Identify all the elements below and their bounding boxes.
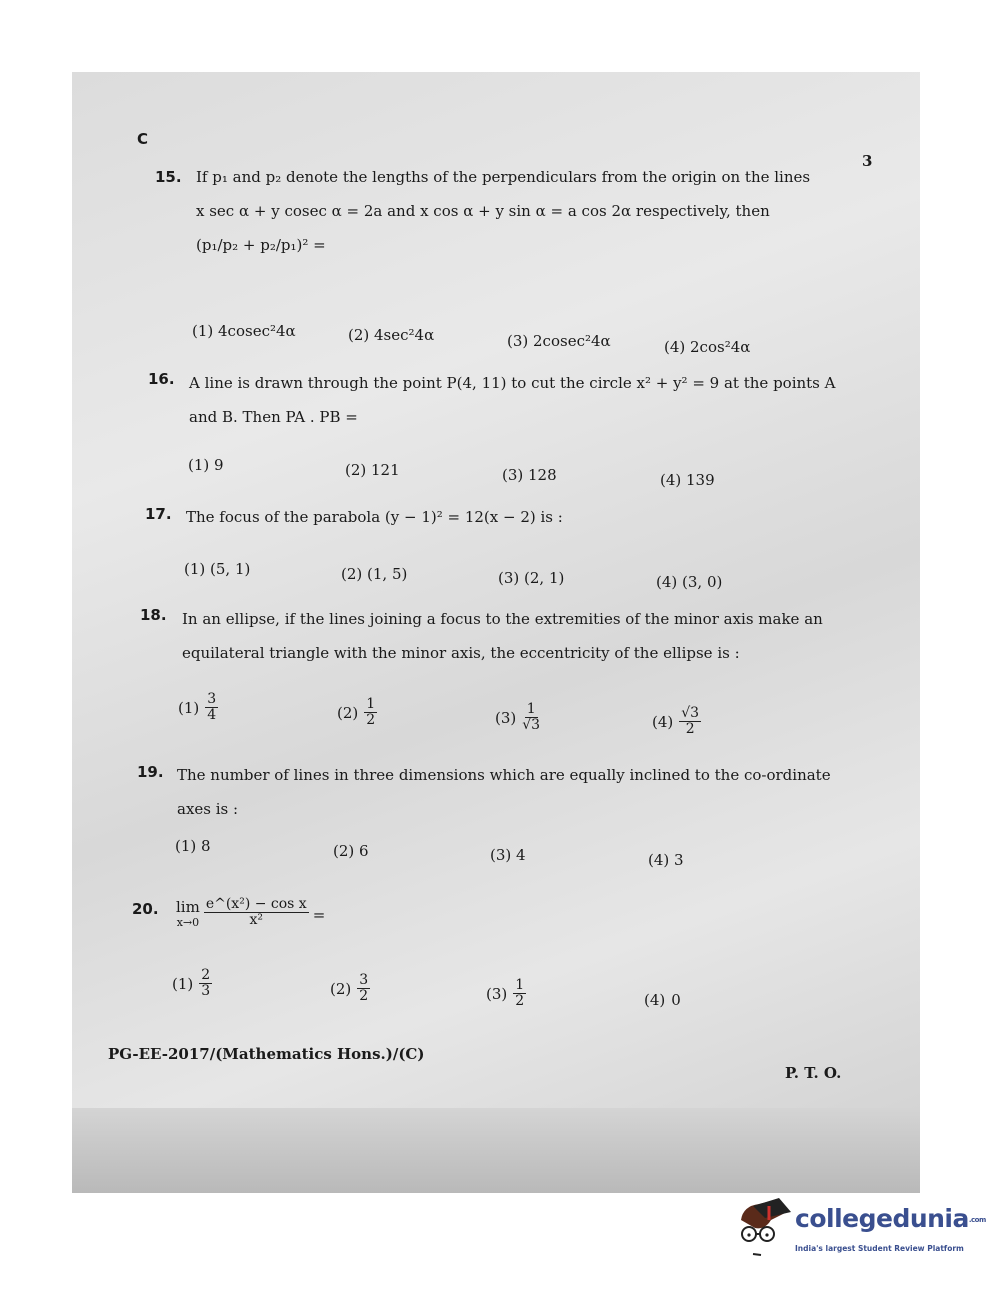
- question-number: 16.: [148, 370, 175, 388]
- option-value: 0: [671, 991, 681, 1009]
- option-1[interactable]: [178, 692, 218, 723]
- option-4[interactable]: [644, 991, 681, 1009]
- question-line: In an ellipse, if the lines joining a focus to the extremities of the minor axis make an: [182, 610, 823, 628]
- question-line: and B. Then PA . PB =: [189, 408, 358, 426]
- question-line: If p₁ and p₂ denote the lengths of the perpendiculars from the origin on the lines: [196, 168, 811, 186]
- question-line: x sec α + y cosec α = 2a and x cos α + y sin α = a cos 2α respectively, then: [196, 202, 770, 220]
- question-text: [189, 366, 859, 434]
- question-line: A line is drawn through the point P(4, 11) to cut the circle x² + y² = 9 at the points A: [189, 374, 836, 392]
- option-1[interactable]: (1) (5, 1): [184, 560, 251, 578]
- collegedunia-watermark: [735, 1198, 986, 1268]
- page-number: 3: [862, 152, 873, 170]
- option-3[interactable]: [495, 702, 540, 733]
- option-4[interactable]: [652, 706, 701, 737]
- question-text: The focus of the parabola (y − 1)² = 12(x − 2) is :: [186, 508, 563, 526]
- option-label: (1): [178, 698, 200, 717]
- denominator: 2: [515, 993, 525, 1009]
- question-line: The number of lines in three dimensions which are equally inclined to the co-ordinate: [177, 766, 831, 784]
- option-1[interactable]: (1) 8: [175, 837, 211, 855]
- fraction: [679, 706, 701, 737]
- option-1[interactable]: (1) 4cosec²4α: [192, 322, 296, 340]
- numerator: e^(x²) − cos x: [205, 895, 307, 912]
- paper-code: PG-EE-2017/(Mathematics Hons.)/(C): [108, 1045, 425, 1063]
- set-code: C: [137, 130, 149, 148]
- option-label: (4): [652, 712, 674, 731]
- question-number: 17.: [145, 505, 172, 523]
- equals-sign: =: [312, 906, 326, 924]
- denominator: 2: [685, 721, 695, 737]
- brand-text: collegedunia: [795, 1204, 969, 1233]
- limit-expression: [176, 895, 326, 930]
- option-1[interactable]: (1) 9: [188, 456, 224, 474]
- option-label: (4): [644, 991, 666, 1009]
- option-3[interactable]: (3) 2cosec²4α: [507, 332, 611, 350]
- option-4[interactable]: (4) 139: [660, 471, 715, 489]
- question-text: [196, 160, 866, 262]
- fraction: [204, 897, 309, 928]
- mascot-logo-icon: [735, 1198, 793, 1260]
- option-4[interactable]: (4) 3: [648, 851, 684, 869]
- fraction: [513, 978, 526, 1009]
- option-4[interactable]: (4) (3, 0): [656, 573, 723, 591]
- numerator: 1: [526, 701, 536, 717]
- denominator: 2: [366, 712, 376, 728]
- lim-text: lim: [176, 898, 200, 916]
- question-number: 19.: [137, 763, 164, 781]
- question-line: (p₁/p₂ + p₂/p₁)² =: [196, 236, 326, 254]
- denominator: 4: [207, 707, 217, 723]
- option-3[interactable]: (3) 128: [502, 466, 557, 484]
- numerator: 3: [207, 691, 217, 707]
- option-2[interactable]: (2) 6: [333, 842, 369, 860]
- numerator: 2: [201, 967, 211, 983]
- limit-operator: [176, 900, 200, 930]
- option-label: (3): [495, 708, 517, 727]
- question-number: 20.: [132, 900, 159, 918]
- option-2[interactable]: (2) 4sec²4α: [348, 326, 435, 344]
- option-3[interactable]: [486, 978, 526, 1009]
- fraction: [364, 697, 377, 728]
- option-2[interactable]: [330, 973, 370, 1004]
- brand-name: [795, 1204, 986, 1233]
- option-3[interactable]: (3) (2, 1): [498, 569, 565, 587]
- fraction: [205, 692, 218, 723]
- question-line: equilateral triangle with the minor axis, the eccentricity of the ellipse is :: [182, 644, 740, 662]
- denominator: x²: [249, 911, 264, 928]
- option-4[interactable]: (4) 2cos²4α: [664, 338, 751, 356]
- option-3[interactable]: (3) 4: [490, 846, 526, 864]
- question-number: 18.: [140, 606, 167, 624]
- brand-suffix: .com: [968, 1216, 986, 1224]
- numerator: 1: [515, 977, 525, 993]
- option-label: (2): [337, 703, 359, 722]
- option-2[interactable]: [337, 697, 377, 728]
- question-line: axes is :: [177, 800, 239, 818]
- option-1[interactable]: [172, 968, 212, 999]
- fraction: [357, 973, 370, 1004]
- option-label: (1): [172, 974, 194, 993]
- question-number: 15.: [155, 168, 182, 186]
- lim-subscript: x→0: [176, 916, 200, 929]
- numerator: √3: [681, 705, 700, 721]
- option-label: (2): [330, 979, 352, 998]
- denominator: √3: [522, 717, 541, 733]
- numerator: 1: [366, 696, 376, 712]
- option-2[interactable]: (2) 121: [345, 461, 400, 479]
- denominator: 3: [201, 983, 211, 999]
- option-label: (3): [486, 984, 508, 1003]
- question-text: [182, 602, 852, 670]
- option-2[interactable]: (2) (1, 5): [341, 565, 408, 583]
- brand-tagline: India's largest Student Review Platform: [795, 1244, 964, 1253]
- denominator: 2: [359, 988, 369, 1004]
- fraction: [199, 968, 212, 999]
- pto-label: P. T. O.: [785, 1064, 842, 1082]
- numerator: 3: [359, 972, 369, 988]
- question-text: [177, 758, 847, 826]
- fraction: [522, 702, 540, 733]
